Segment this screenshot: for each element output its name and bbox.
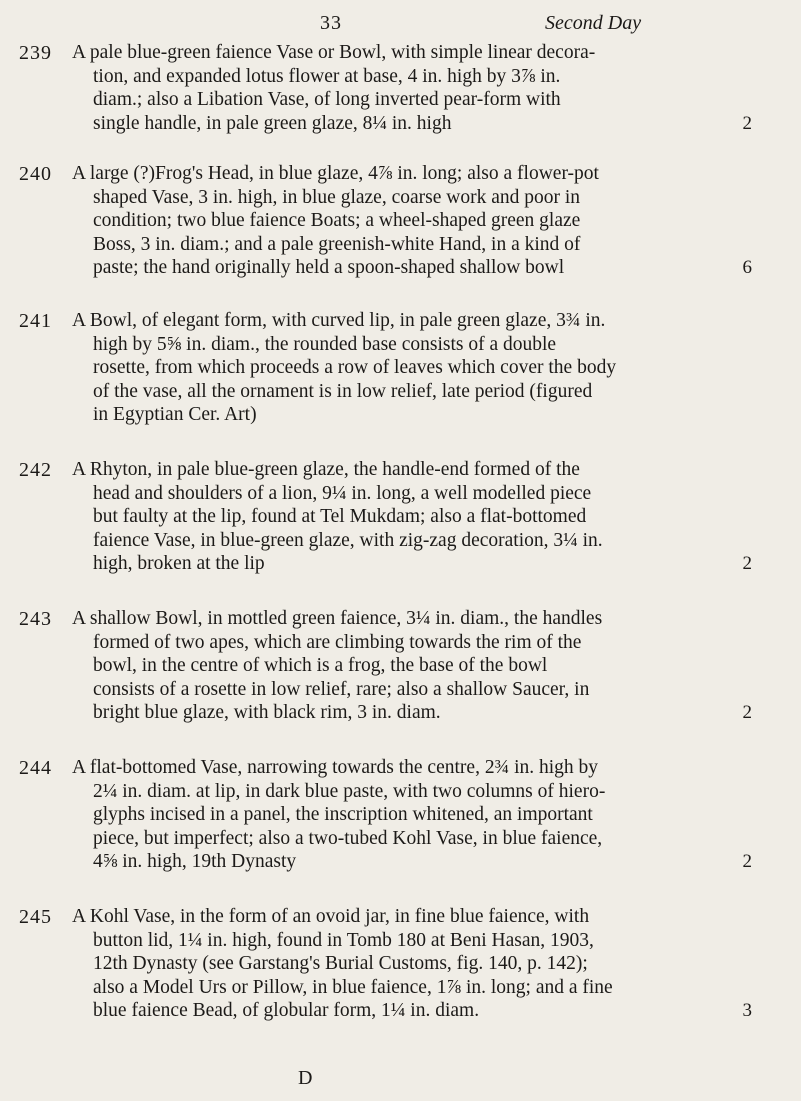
lot-description — [72, 162, 722, 280]
lot-line: 2¼ in. diam. at lip, in dark blue paste, with two columns of hiero- — [93, 780, 606, 802]
lot-line: formed of two apes, which are climbing towards the rim of the — [93, 631, 582, 653]
lot-line: diam.; also a Libation Vase, of long inverted pear-form with — [93, 89, 561, 110]
lot-estimate: 3 — [742, 1000, 752, 1021]
lot-line: head and shoulders of a lion, 9¼ in. long, a well modelled piece — [93, 482, 592, 504]
lot-line: shaped Vase, 3 in. high, in blue glaze, coarse work and poor in — [93, 186, 581, 208]
lot-estimate: 2 — [742, 553, 752, 574]
lot-line: glyphs incised in a panel, the inscription whitened, an important — [93, 804, 593, 825]
lot-line: high by 5⅝ in. diam., the rounded base consists of a double — [93, 333, 557, 355]
lot-description — [72, 309, 722, 427]
lot-number: 241 — [19, 310, 52, 332]
lot-description — [72, 458, 722, 576]
lot-line: piece, but imperfect; also a two-tubed Kohl Vase, in blue faience, — [93, 827, 603, 849]
lot-number: 244 — [19, 757, 52, 779]
lot-line: A Kohl Vase, in the form of an ovoid jar, in fine blue faience, with — [72, 906, 590, 927]
lot-line: 4⅝ in. high, 19th Dynasty — [93, 851, 297, 872]
lot-estimate: 2 — [742, 702, 752, 723]
lot-number: 240 — [19, 163, 52, 185]
lot-line: A shallow Bowl, in mottled green faience, 3¼ in. diam., the handles — [72, 608, 603, 629]
page-number: 33 — [320, 12, 342, 34]
lot-line: but faulty at the lip, found at Tel Mukdam; also a flat-bottomed — [93, 506, 587, 527]
lot-line: single handle, in pale green glaze, 8¼ in. high — [93, 112, 452, 134]
lot-line: paste; the hand originally held a spoon-shaped shallow bowl — [93, 257, 565, 278]
lot-number: 245 — [19, 906, 52, 928]
lot-number: 242 — [19, 459, 52, 481]
lot-line: A Rhyton, in pale blue-green glaze, the handle-end formed of the — [72, 459, 580, 480]
lot-line: Boss, 3 in. diam.; and a pale greenish-white Hand, in a kind of — [93, 233, 581, 255]
lot-number: 243 — [19, 608, 52, 630]
lot-estimate: 2 — [742, 113, 752, 134]
lot-line: rosette, from which proceeds a row of leaves which cover the body — [93, 357, 617, 378]
lot-line: button lid, 1¼ in. high, found in Tomb 180 at Beni Hasan, 1903, — [93, 929, 594, 951]
lot-line: A flat-bottomed Vase, narrowing towards the centre, 2¾ in. high by — [72, 757, 599, 778]
lot-description — [72, 41, 722, 135]
lot-line: high, broken at the lip — [93, 553, 265, 574]
lot-line: 12th Dynasty (see Garstang's Burial Customs, fig. 140, p. 142); — [93, 953, 588, 974]
lot-line: blue faience Bead, of globular form, 1¼ in. diam. — [93, 1000, 480, 1021]
lot-line: in Egyptian Cer. Art) — [93, 404, 257, 425]
lot-line: faience Vase, in blue-green glaze, with zig-zag decoration, 3¼ in. — [93, 529, 603, 551]
lot-estimate: 2 — [742, 851, 752, 872]
lot-line: condition; two blue faience Boats; a wheel-shaped green glaze — [93, 210, 581, 231]
running-head: Second Day — [545, 12, 642, 34]
signature-mark: D — [298, 1067, 313, 1089]
lot-line: bright blue glaze, with black rim, 3 in. diam. — [93, 702, 441, 723]
lot-number: 239 — [19, 42, 52, 64]
lot-description — [72, 905, 722, 1023]
lot-estimate: 6 — [742, 257, 752, 278]
lot-line: of the vase, all the ornament is in low relief, late period (figured — [93, 380, 593, 402]
lot-line: consists of a rosette in low relief, rare; also a shallow Saucer, in — [93, 678, 590, 700]
lot-line: A Bowl, of elegant form, with curved lip, in pale green glaze, 3¾ in. — [72, 310, 606, 331]
lot-line: also a Model Urs or Pillow, in blue faience, 1⅞ in. long; and a fine — [93, 976, 613, 998]
lot-description — [72, 607, 722, 725]
lot-description — [72, 756, 722, 874]
lot-line: bowl, in the centre of which is a frog, the base of the bowl — [93, 655, 548, 676]
page-header — [0, 6, 801, 36]
lot-line: A large (?)Frog's Head, in blue glaze, 4⅞ in. long; also a flower-pot — [72, 163, 599, 184]
lot-line: tion, and expanded lotus flower at base, 4 in. high by 3⅞ in. — [93, 65, 561, 87]
lot-line: A pale blue-green faience Vase or Bowl, with simple linear decora- — [72, 42, 596, 63]
